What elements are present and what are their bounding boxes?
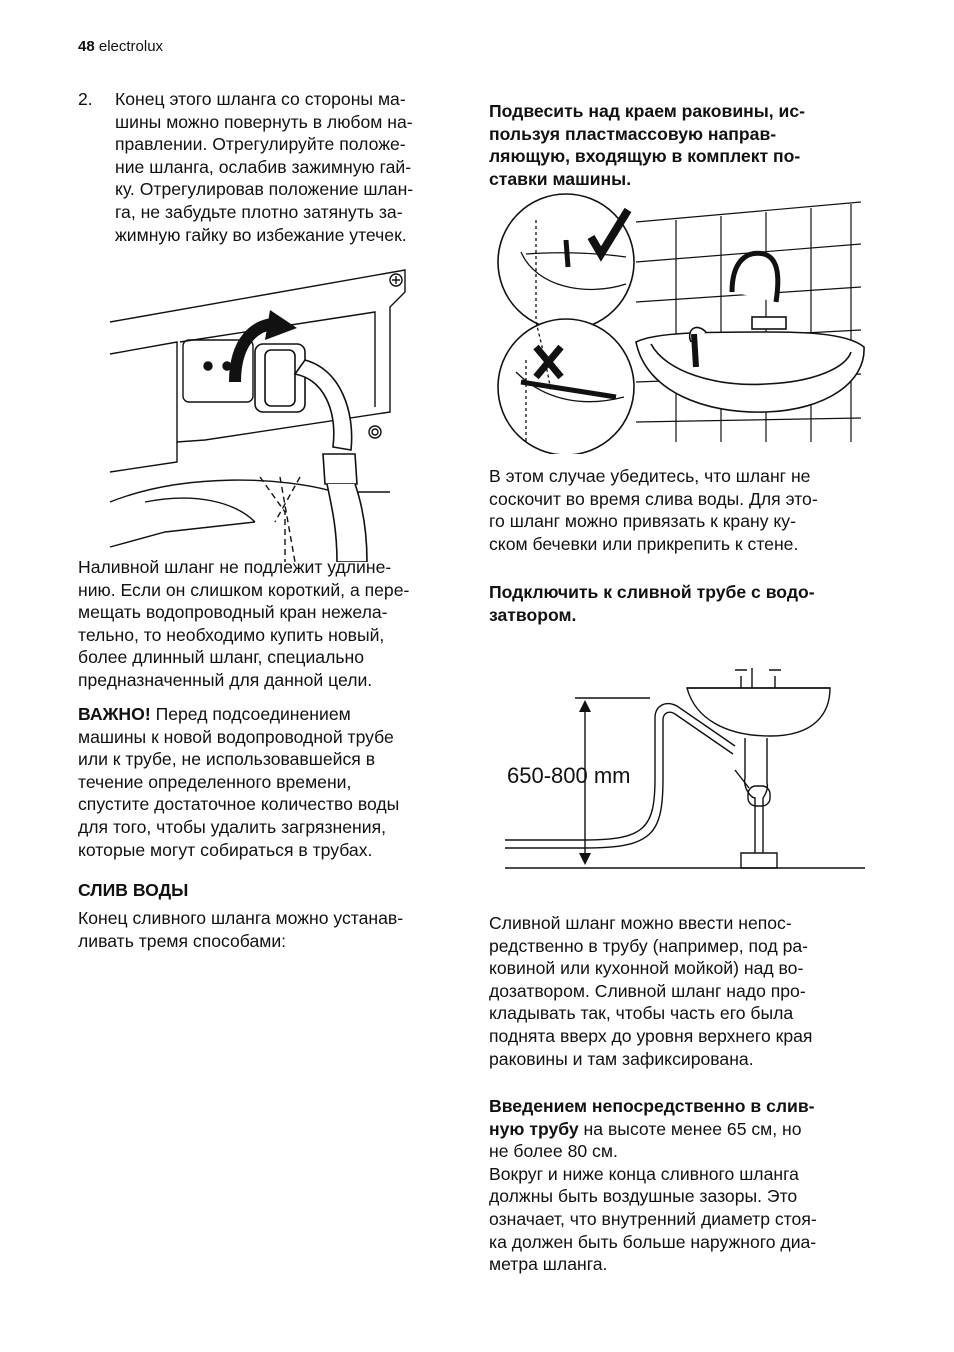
trap-heading: Подключить к сливной трубе с водо- затвором. — [489, 582, 815, 625]
trap-paragraph: Сливной шланг можно ввести непос- редственно в трубу (например, под ра- ковиной или кухонной мойкой) над во- дозатвором. Сливной шланг надо про- кладывать так, чтобы часть его была поднята вверх до уровня верхнего края раковины и там зафиксирована. — [489, 913, 813, 1069]
page-number: 48 — [78, 38, 95, 55]
inlet-hose-paragraph: Наливной шланг не подлежит удлине- нию. Если он слишком короткий, а пере- мещать водопроводный кран нежела- тельно, то необходимо купить новый, более длинный шланг, специально предназначенный для данной цели. — [78, 557, 410, 690]
drain-intro: Конец сливного шланга можно устанав- ливать тремя способами: — [78, 908, 404, 951]
brand-name: electrolux — [98, 38, 164, 55]
height-label: 650-800 mm — [507, 763, 631, 788]
important-label: ВАЖНО! — [78, 704, 151, 724]
page-header — [78, 38, 163, 55]
direct-drain-text: на высоте менее 65 см, но не более 80 см. Вокруг и ниже конца сливного шланга должны быть воздушные зазоры. Это означает, что внутренний диаметр стоя- ка должен быть больше наружного диа- метра шланга. — [489, 1118, 817, 1275]
hang-note: В этом случае убедитесь, что шланг не соскочит во время слива воды. Для это- го шланг можно привязать к крану ку- ском бечевки или прикрепить к стене. — [489, 466, 818, 554]
direct-drain-paragraph — [489, 1095, 879, 1276]
drain-heading: СЛИВ ВОДЫ — [78, 880, 189, 900]
direct-drain-bold: Введением непосредственно в слив- ную трубу — [489, 1096, 815, 1139]
important-paragraph — [78, 703, 468, 861]
hang-heading: Подвесить над краем раковины, ис- пользуя пластмассовую направ- ляющую, входящую в комплект по- ставки машины. — [489, 101, 806, 189]
list-item-text: Конец этого шланга со стороны ма- шины можно повернуть в любом на- правлении. Отрегулируйте положе- ние шланга, ослабив зажимную гай- ку. Отрегулировав положение шлан- га, не забудьте плотно затянуть за- жимную гайку во избежание утечек. — [115, 89, 414, 245]
list-item-number: 2. — [78, 89, 93, 109]
inlet-hose-illustration — [105, 262, 465, 562]
sink-hanging-illustration — [496, 192, 866, 454]
important-text: Перед подсоединением машины к новой водопроводной трубе или к трубе, не использовавшейся в течение определенного времени, спустите достаточное количество воды для того, чтобы удалить загрязнения, которые могут собираться в трубах. — [78, 704, 400, 860]
